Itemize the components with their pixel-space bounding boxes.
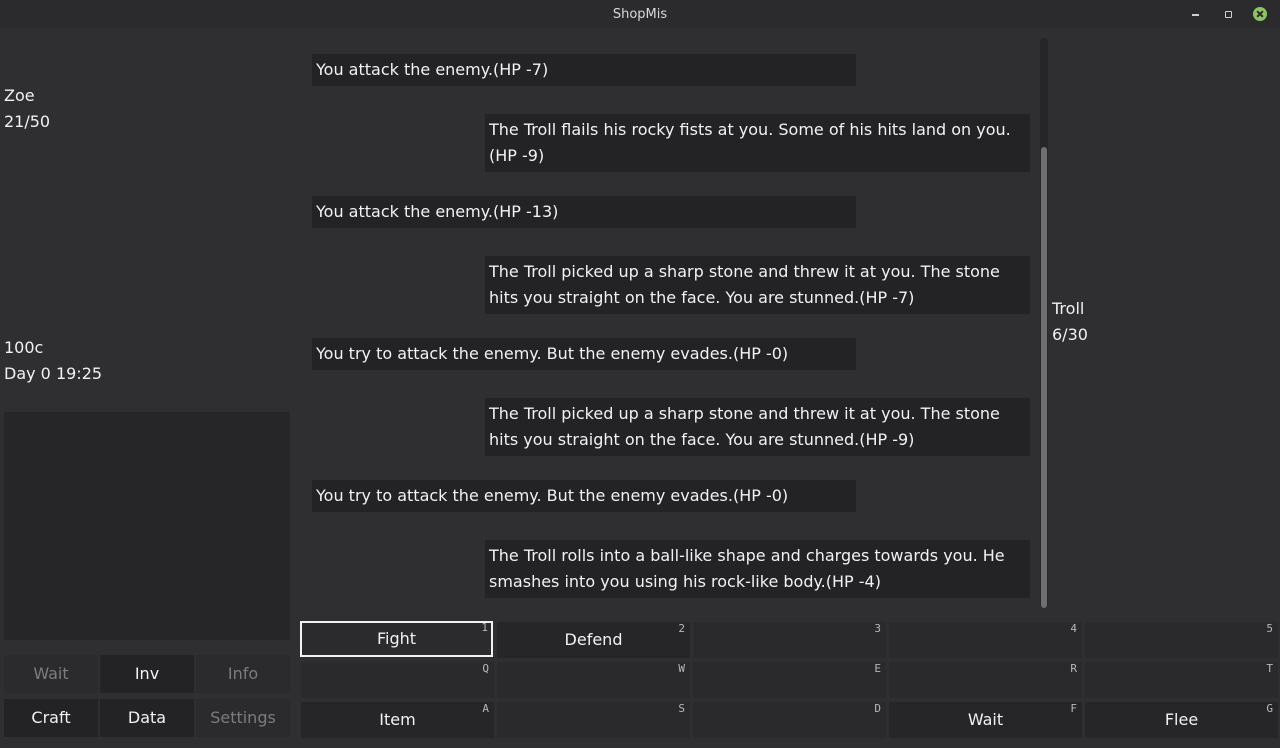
log-message: The Troll picked up a sharp stone and threw it at you. The stone hits you straight on the face. You are stunned.(HP -9) [485, 398, 1030, 456]
hotkey-label: 4 [1070, 622, 1077, 635]
hotkey-label: F [1070, 702, 1077, 715]
action-slot-t[interactable] [1085, 662, 1278, 698]
hotkey-label: W [678, 662, 685, 675]
flee-button[interactable] [1085, 702, 1278, 738]
item-button[interactable] [301, 702, 494, 738]
hotkey-label: 1 [481, 621, 488, 634]
data-button[interactable]: Data [100, 699, 194, 737]
log-message: You attack the enemy.(HP -7) [312, 54, 856, 86]
log-message: The Troll picked up a sharp stone and threw it at you. The stone hits you straight on the face. You are stunned.(HP -7) [485, 256, 1030, 314]
title-bar [0, 0, 1280, 28]
action-slot-r[interactable] [889, 662, 1082, 698]
log-message: You try to attack the enemy. But the enemy evades.(HP -0) [312, 338, 856, 370]
hotkey-label: S [678, 702, 685, 715]
player-hp: 21/50 [4, 112, 51, 131]
action-label: Wait [967, 710, 1004, 729]
inventory-button[interactable]: Inv [100, 655, 194, 693]
action-label: Flee [1164, 710, 1199, 729]
defend-button[interactable] [497, 622, 690, 658]
action-label: Defend [564, 630, 623, 649]
hotkey-label: Q [482, 662, 489, 675]
hotkey-label: D [874, 702, 881, 715]
settings-button[interactable]: Settings [196, 699, 290, 737]
action-slot-3[interactable] [693, 622, 886, 658]
fight-button[interactable] [300, 621, 493, 657]
hotkey-label: 2 [678, 622, 685, 635]
hotkey-label: E [874, 662, 881, 675]
coin-count: 100c [4, 338, 44, 357]
game-time: Day 0 19:25 [4, 364, 103, 383]
close-icon[interactable] [1253, 7, 1267, 21]
maximize-icon[interactable] [1221, 7, 1235, 21]
action-slot-5[interactable] [1085, 622, 1278, 658]
enemy-hp: 6/30 [1052, 325, 1088, 344]
log-message: The Troll flails his rocky fists at you. Some of his hits land on you.(HP -9) [485, 114, 1030, 172]
hotkey-label: R [1070, 662, 1077, 675]
wait-nav-button[interactable]: Wait [4, 655, 98, 693]
hotkey-label: 3 [874, 622, 881, 635]
action-slot-4[interactable] [889, 622, 1082, 658]
wait-button[interactable] [889, 702, 1082, 738]
action-label: Fight [376, 629, 417, 648]
minimize-icon[interactable] [1189, 7, 1203, 21]
combat-log [300, 40, 1040, 610]
window-title: ShopMis [612, 7, 668, 22]
detail-panel [4, 412, 290, 640]
action-slot-q[interactable] [301, 662, 494, 698]
craft-button[interactable]: Craft [4, 699, 98, 737]
hotkey-label: 5 [1266, 622, 1273, 635]
action-slot-s[interactable] [497, 702, 690, 738]
action-slot-e[interactable] [693, 662, 886, 698]
log-scrollbar-thumb[interactable] [1041, 147, 1047, 608]
enemy-name: Troll [1052, 299, 1085, 318]
action-label: Item [379, 710, 416, 729]
action-slot-d[interactable] [693, 702, 886, 738]
hotkey-label: G [1266, 702, 1273, 715]
action-slot-w[interactable] [497, 662, 690, 698]
hotkey-label: T [1266, 662, 1273, 675]
log-message: You attack the enemy.(HP -13) [312, 196, 856, 228]
player-name: Zoe [4, 86, 35, 105]
log-message: You try to attack the enemy. But the enemy evades.(HP -0) [312, 480, 856, 512]
info-button[interactable]: Info [196, 655, 290, 693]
log-message: The Troll rolls into a ball-like shape and charges towards you. He smashes into you using his rock-like body.(HP -4) [485, 540, 1030, 598]
hotkey-label: A [482, 702, 489, 715]
